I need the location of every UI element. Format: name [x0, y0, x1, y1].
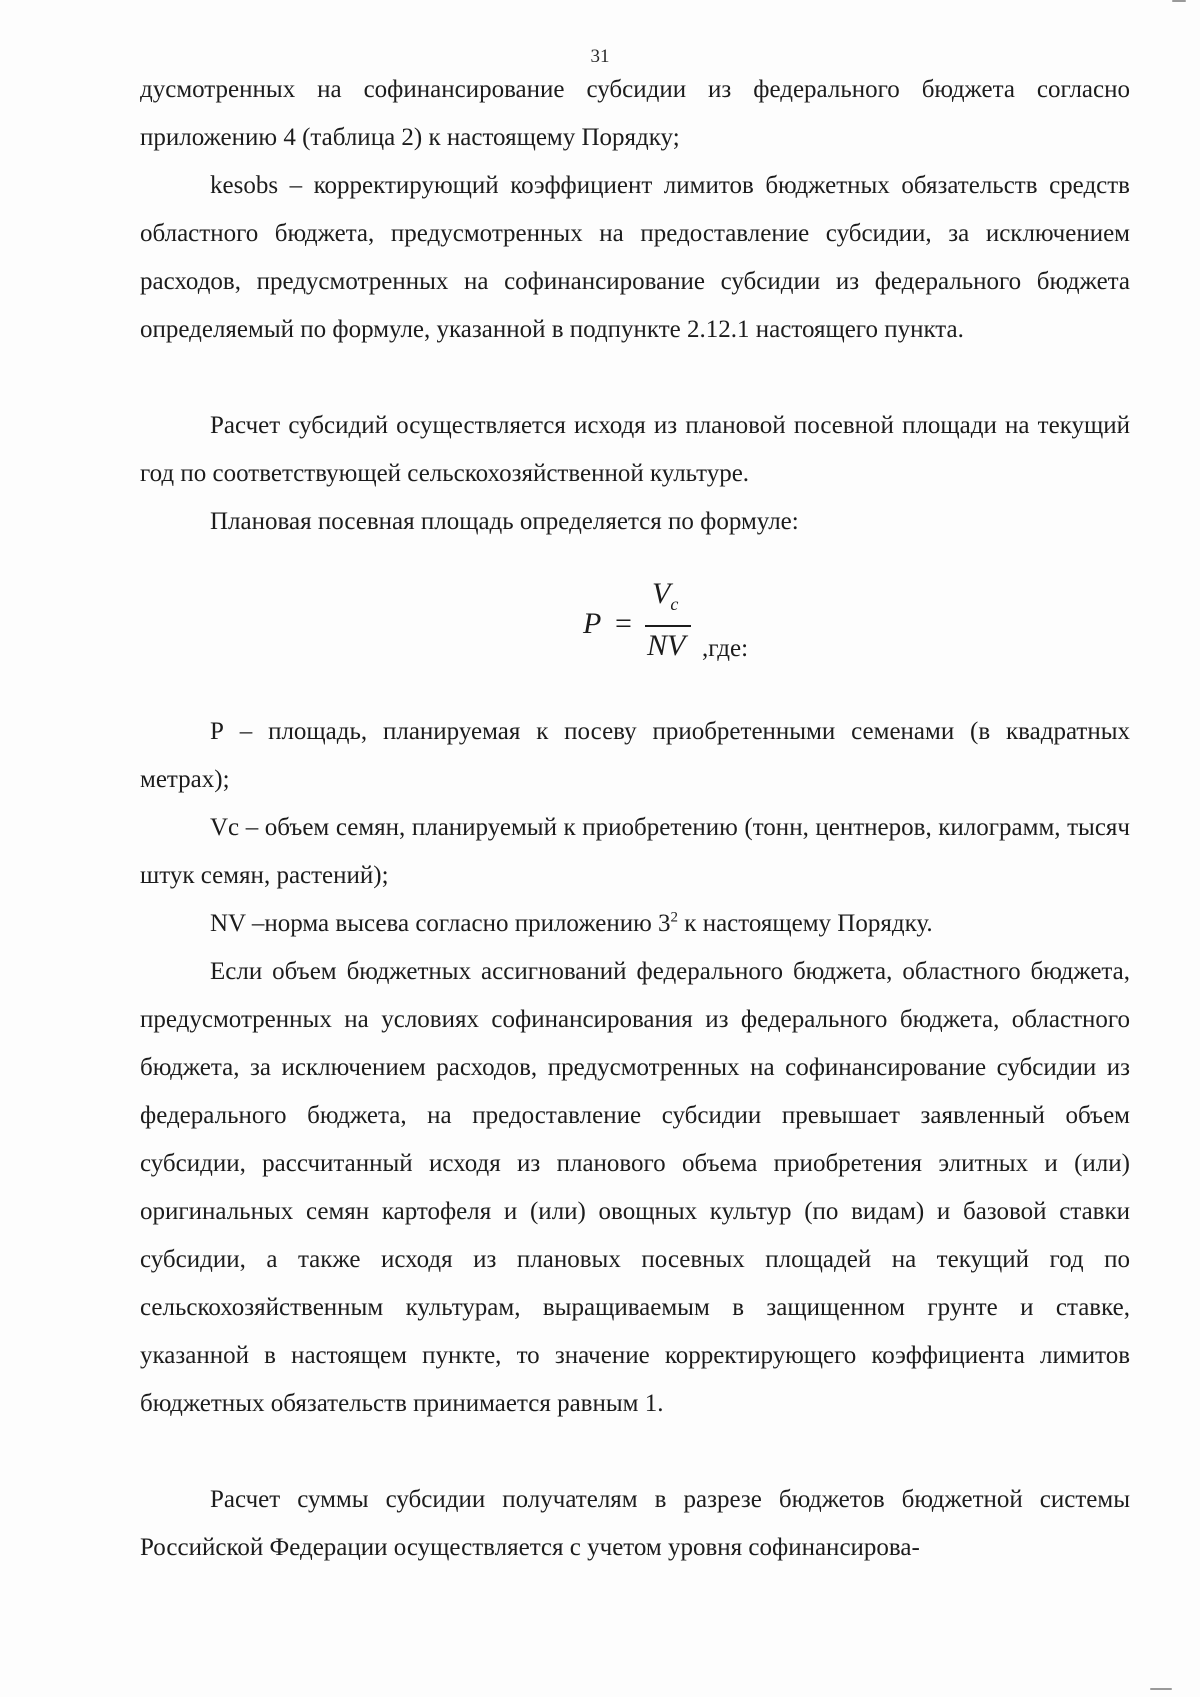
paragraph-continuation: дусмотренных на софинансирование субсидии из федерального бюджета согласно приложению 4 (таблица 2) к настоящему Порядку; [140, 76, 1130, 151]
nv-appendix-superscript: 2 [670, 909, 679, 926]
paragraph-budget-condition: Если объем бюджетных ассигнований федерального бюджета, областного бюджета, предусмотренных на условиях софинансирования из федерального бюджета, областного бюджета, за исключением расходов, предусмотренных на софинансирование субсидии из федерального бюджета, на предоставление субсидии превышает заявленный объем субсидии, рассчитанный исходя из планового объема приобретения элитных и (или) оригинальных семян картофеля и (или) овощных культур (по видам) и базовой ставки субсидии, а также исходя из плановых посевных площадей на текущий год по сельскохозяйственным культурам, выращиваемым в защищенном грунте и ставке, указанной в настоящем пункте, то значение корректирующего коэффициента лимитов бюджетных обязательств принимается равным 1. [140, 958, 1130, 1417]
paragraph-vc-definition: Vc – объем семян, планируемый к приобретению (тонн, центнеров, килограмм, тысяч штук семян, растений); [140, 814, 1130, 889]
scan-artifact [1150, 1688, 1172, 1690]
formula-where-label: ,где: [702, 635, 749, 662]
formula-sowing-area [0, 577, 1200, 675]
paragraph-subsidy-distribution: Расчет суммы субсидии получателям в разрезе бюджетов бюджетной системы Российской Федерации осуществляется с учетом уровня софинансирова- [140, 1486, 1130, 1561]
paragraph-kesobs-definition: kesobs – корректирующий коэффициент лимитов бюджетных обязательств средств областного бюджета, предусмотренных на предоставление субсидии, за исключением расходов, предусмотренных на софинансирование субсидии из федерального бюджета определяемый по формуле, указанной в подпункте 2.12.1 настоящего пункта. [140, 172, 1130, 343]
nv-text-before: NV –норма высева согласно приложению 3 [210, 910, 671, 937]
formula-denominator: NV [647, 629, 686, 662]
formula-equals: = [615, 607, 632, 640]
paragraph-subsidy-calculation: Расчет субсидий осуществляется исходя из плановой посевной площади на текущий год по соответствующей сельскохозяйственной культуре. [140, 412, 1130, 487]
formula-numerator [652, 577, 678, 615]
formula-fraction-bar [645, 625, 691, 627]
paragraph-p-definition: Р – площадь, планируемая к посеву приобретенными семенами (в квадратных метрах); [140, 718, 1130, 793]
formula-numerator-base: V [652, 577, 671, 610]
formula-numerator-sub: c [670, 594, 679, 614]
formula-lhs: P [583, 607, 602, 640]
nv-text-after: к настоящему Порядку. [678, 910, 933, 937]
paragraph-formula-intro: Плановая посевная площадь определяется по формуле: [210, 508, 799, 535]
page-number: 31 [590, 46, 610, 67]
scan-artifact [1172, 0, 1186, 2]
paragraph-nv-definition [140, 900, 1130, 948]
